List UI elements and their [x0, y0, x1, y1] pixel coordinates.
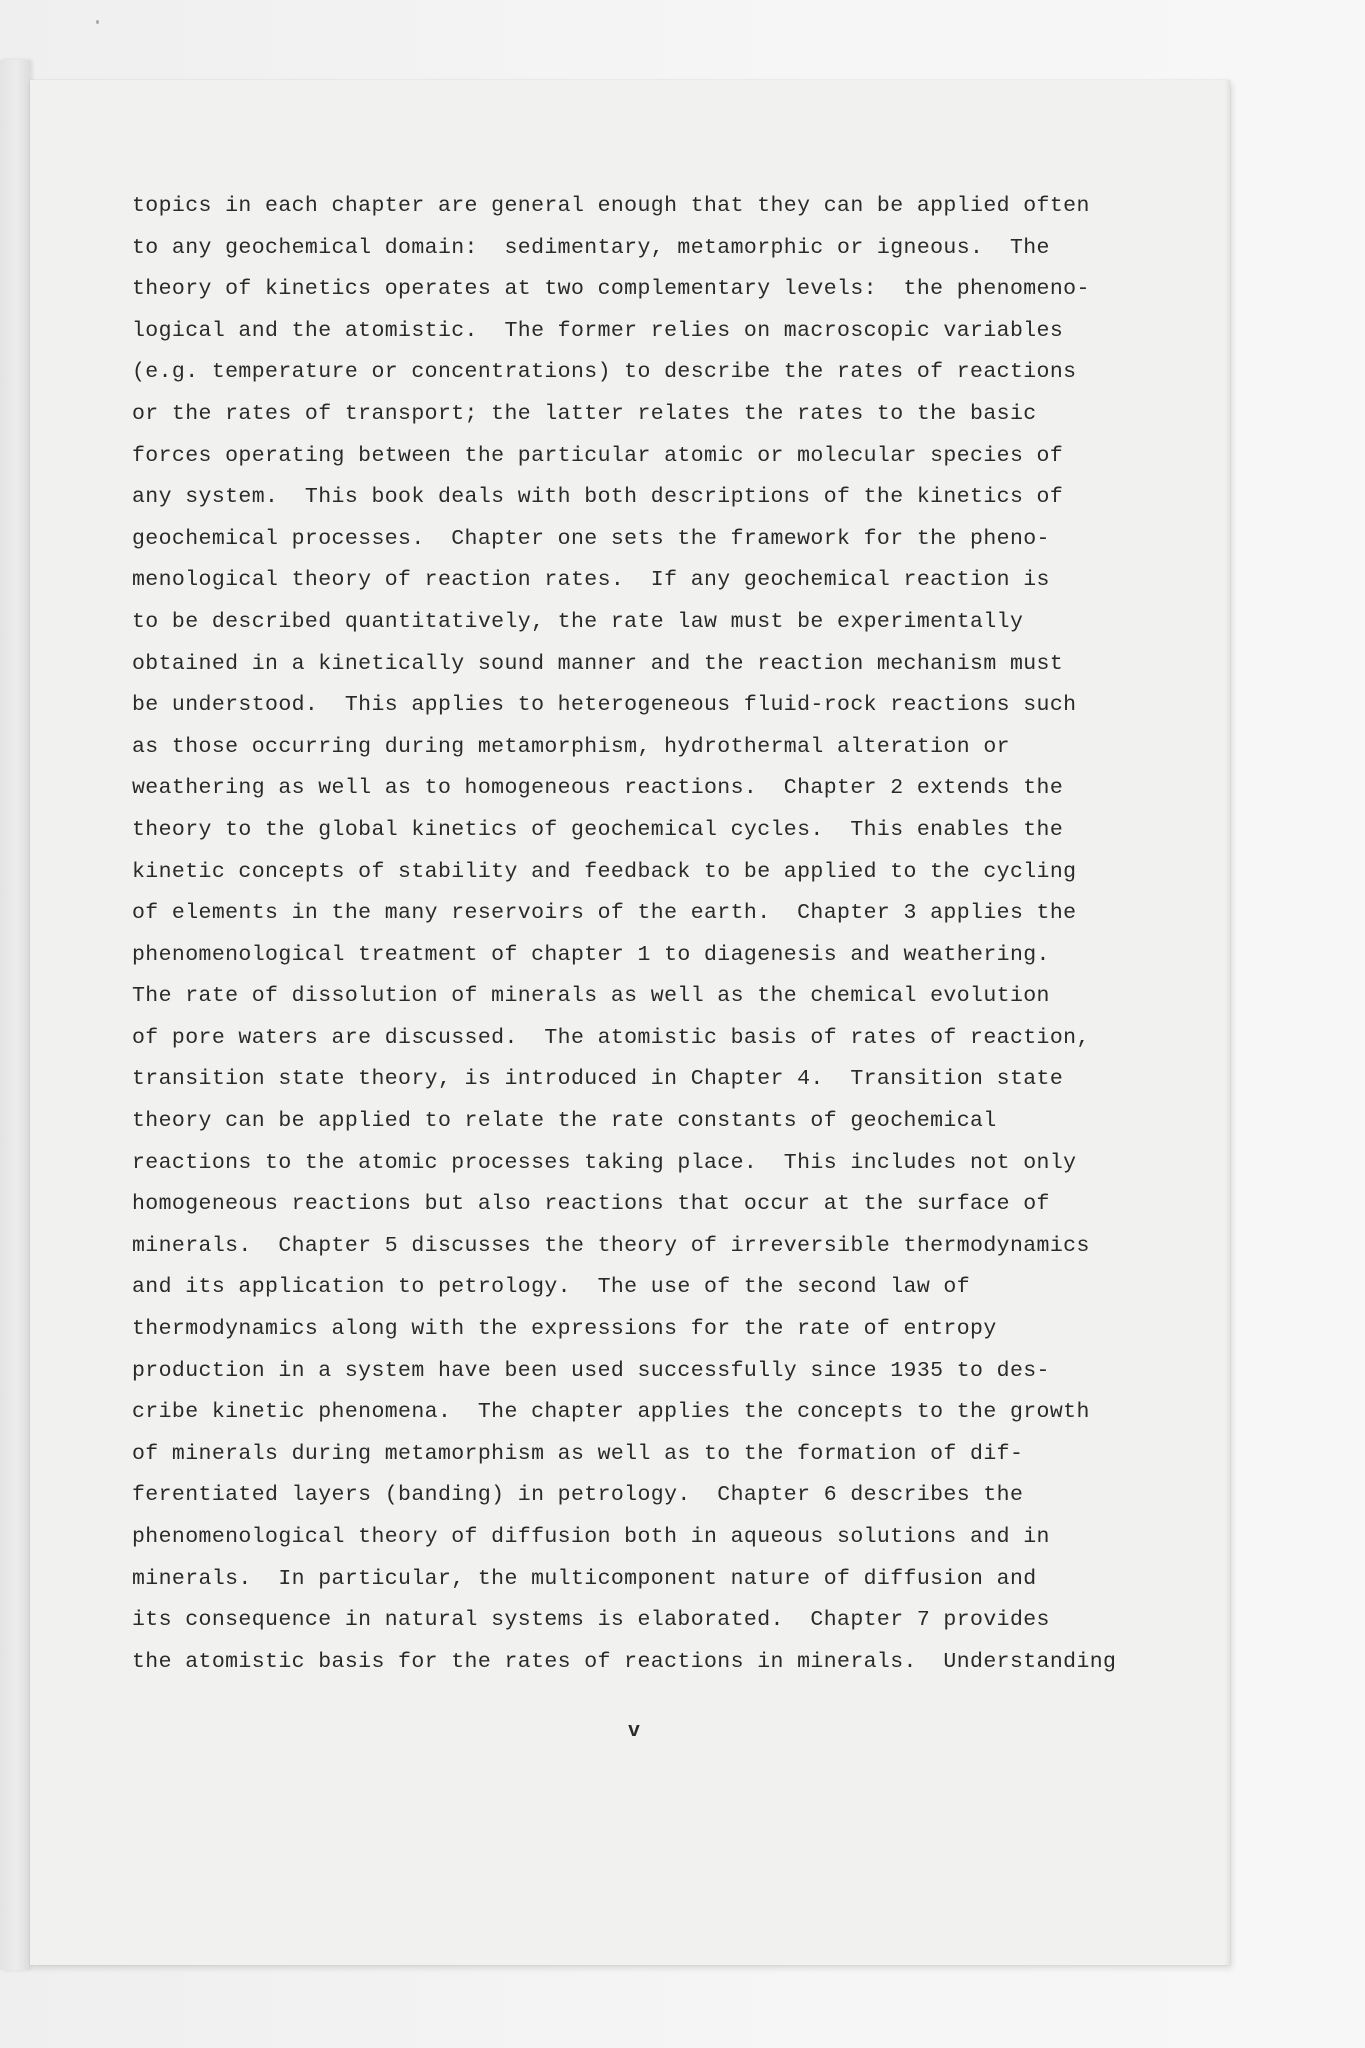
text-line: phenomenological theory of diffusion both in aqueous solutions and in	[132, 1525, 1050, 1549]
text-line: geochemical processes. Chapter one sets the framework for the pheno-	[132, 526, 1050, 551]
text-line: theory to the global kinetics of geochemical cycles. This enables the	[132, 817, 1064, 842]
text-line: phenomenological treatment of chapter 1 to diagenesis and weathering.	[132, 942, 1050, 967]
text-line: reactions to the atomic processes taking place. This includes not only	[132, 1150, 1077, 1175]
text-line: forces operating between the particular atomic or molecular species of	[132, 443, 1064, 468]
facing-page-edge	[0, 60, 30, 1970]
text-line: menological theory of reaction rates. If any geochemical reaction is	[132, 568, 1050, 593]
text-line: theory can be applied to relate the rate constants of geochemical	[132, 1109, 997, 1134]
text-line: minerals. Chapter 5 discusses the theory of irreversible thermodynamics	[132, 1233, 1090, 1258]
text-line: cribe kinetic phenomena. The chapter applies the concepts to the growth	[132, 1400, 1090, 1425]
text-line: of elements in the many reservoirs of the earth. Chapter 3 applies the	[132, 901, 1077, 926]
text-line: of pore waters are discussed. The atomistic basis of rates of reaction,	[132, 1025, 1090, 1050]
page-number: v	[628, 1720, 641, 1743]
text-line: the atomistic basis for the rates of reactions in minerals. Understanding	[132, 1649, 1117, 1674]
dust-speck	[96, 20, 99, 24]
text-line: its consequence in natural systems is elaborated. Chapter 7 provides	[132, 1608, 1050, 1633]
text-line: kinetic concepts of stability and feedback to be applied to the cycling	[132, 859, 1077, 884]
text-line: transition state theory, is introduced in Chapter 4. Transition state	[132, 1067, 1064, 1092]
text-line: ferentiated layers (banding) in petrology. Chapter 6 describes the	[132, 1483, 1024, 1508]
text-line: topics in each chapter are general enough that they can be applied often	[132, 194, 1090, 218]
text-line: as those occurring during metamorphism, hydrothermal alteration or	[132, 734, 1010, 759]
text-line: any system. This book deals with both descriptions of the kinetics of	[132, 485, 1064, 510]
text-line: logical and the atomistic. The former relies on macroscopic variables	[132, 318, 1064, 343]
text-line: and its application to petrology. The use of the second law of	[132, 1275, 971, 1300]
text-line: homogeneous reactions but also reactions that occur at the surface of	[132, 1192, 1050, 1217]
text-line: production in a system have been used successfully since 1935 to des-	[132, 1358, 1050, 1383]
text-line: or the rates of transport; the latter relates the rates to the basic	[132, 401, 1037, 426]
text-line: The rate of dissolution of minerals as well as the chemical evolution	[132, 984, 1050, 1009]
text-line: to any geochemical domain: sedimentary, metamorphic or igneous. The	[132, 235, 1050, 260]
book-page	[30, 80, 1230, 1965]
text-line: thermodynamics along with the expressions for the rate of entropy	[132, 1317, 997, 1342]
text-line: theory of kinetics operates at two complementary levels: the phenomeno-	[132, 277, 1090, 302]
text-line: (e.g. temperature or concentrations) to describe the rates of reactions	[132, 360, 1077, 385]
text-line: minerals. In particular, the multicomponent nature of diffusion and	[132, 1566, 1037, 1591]
text-line: weathering as well as to homogeneous reactions. Chapter 2 extends the	[132, 776, 1064, 801]
text-line: of minerals during metamorphism as well as to the formation of dif-	[132, 1441, 1024, 1466]
text-line: be understood. This applies to heterogeneous fluid-rock reactions such	[132, 693, 1077, 718]
text-line: obtained in a kinetically sound manner and the reaction mechanism must	[132, 651, 1064, 676]
body-text	[132, 186, 1192, 1683]
text-line: to be described quantitatively, the rate law must be experimentally	[132, 609, 1024, 634]
